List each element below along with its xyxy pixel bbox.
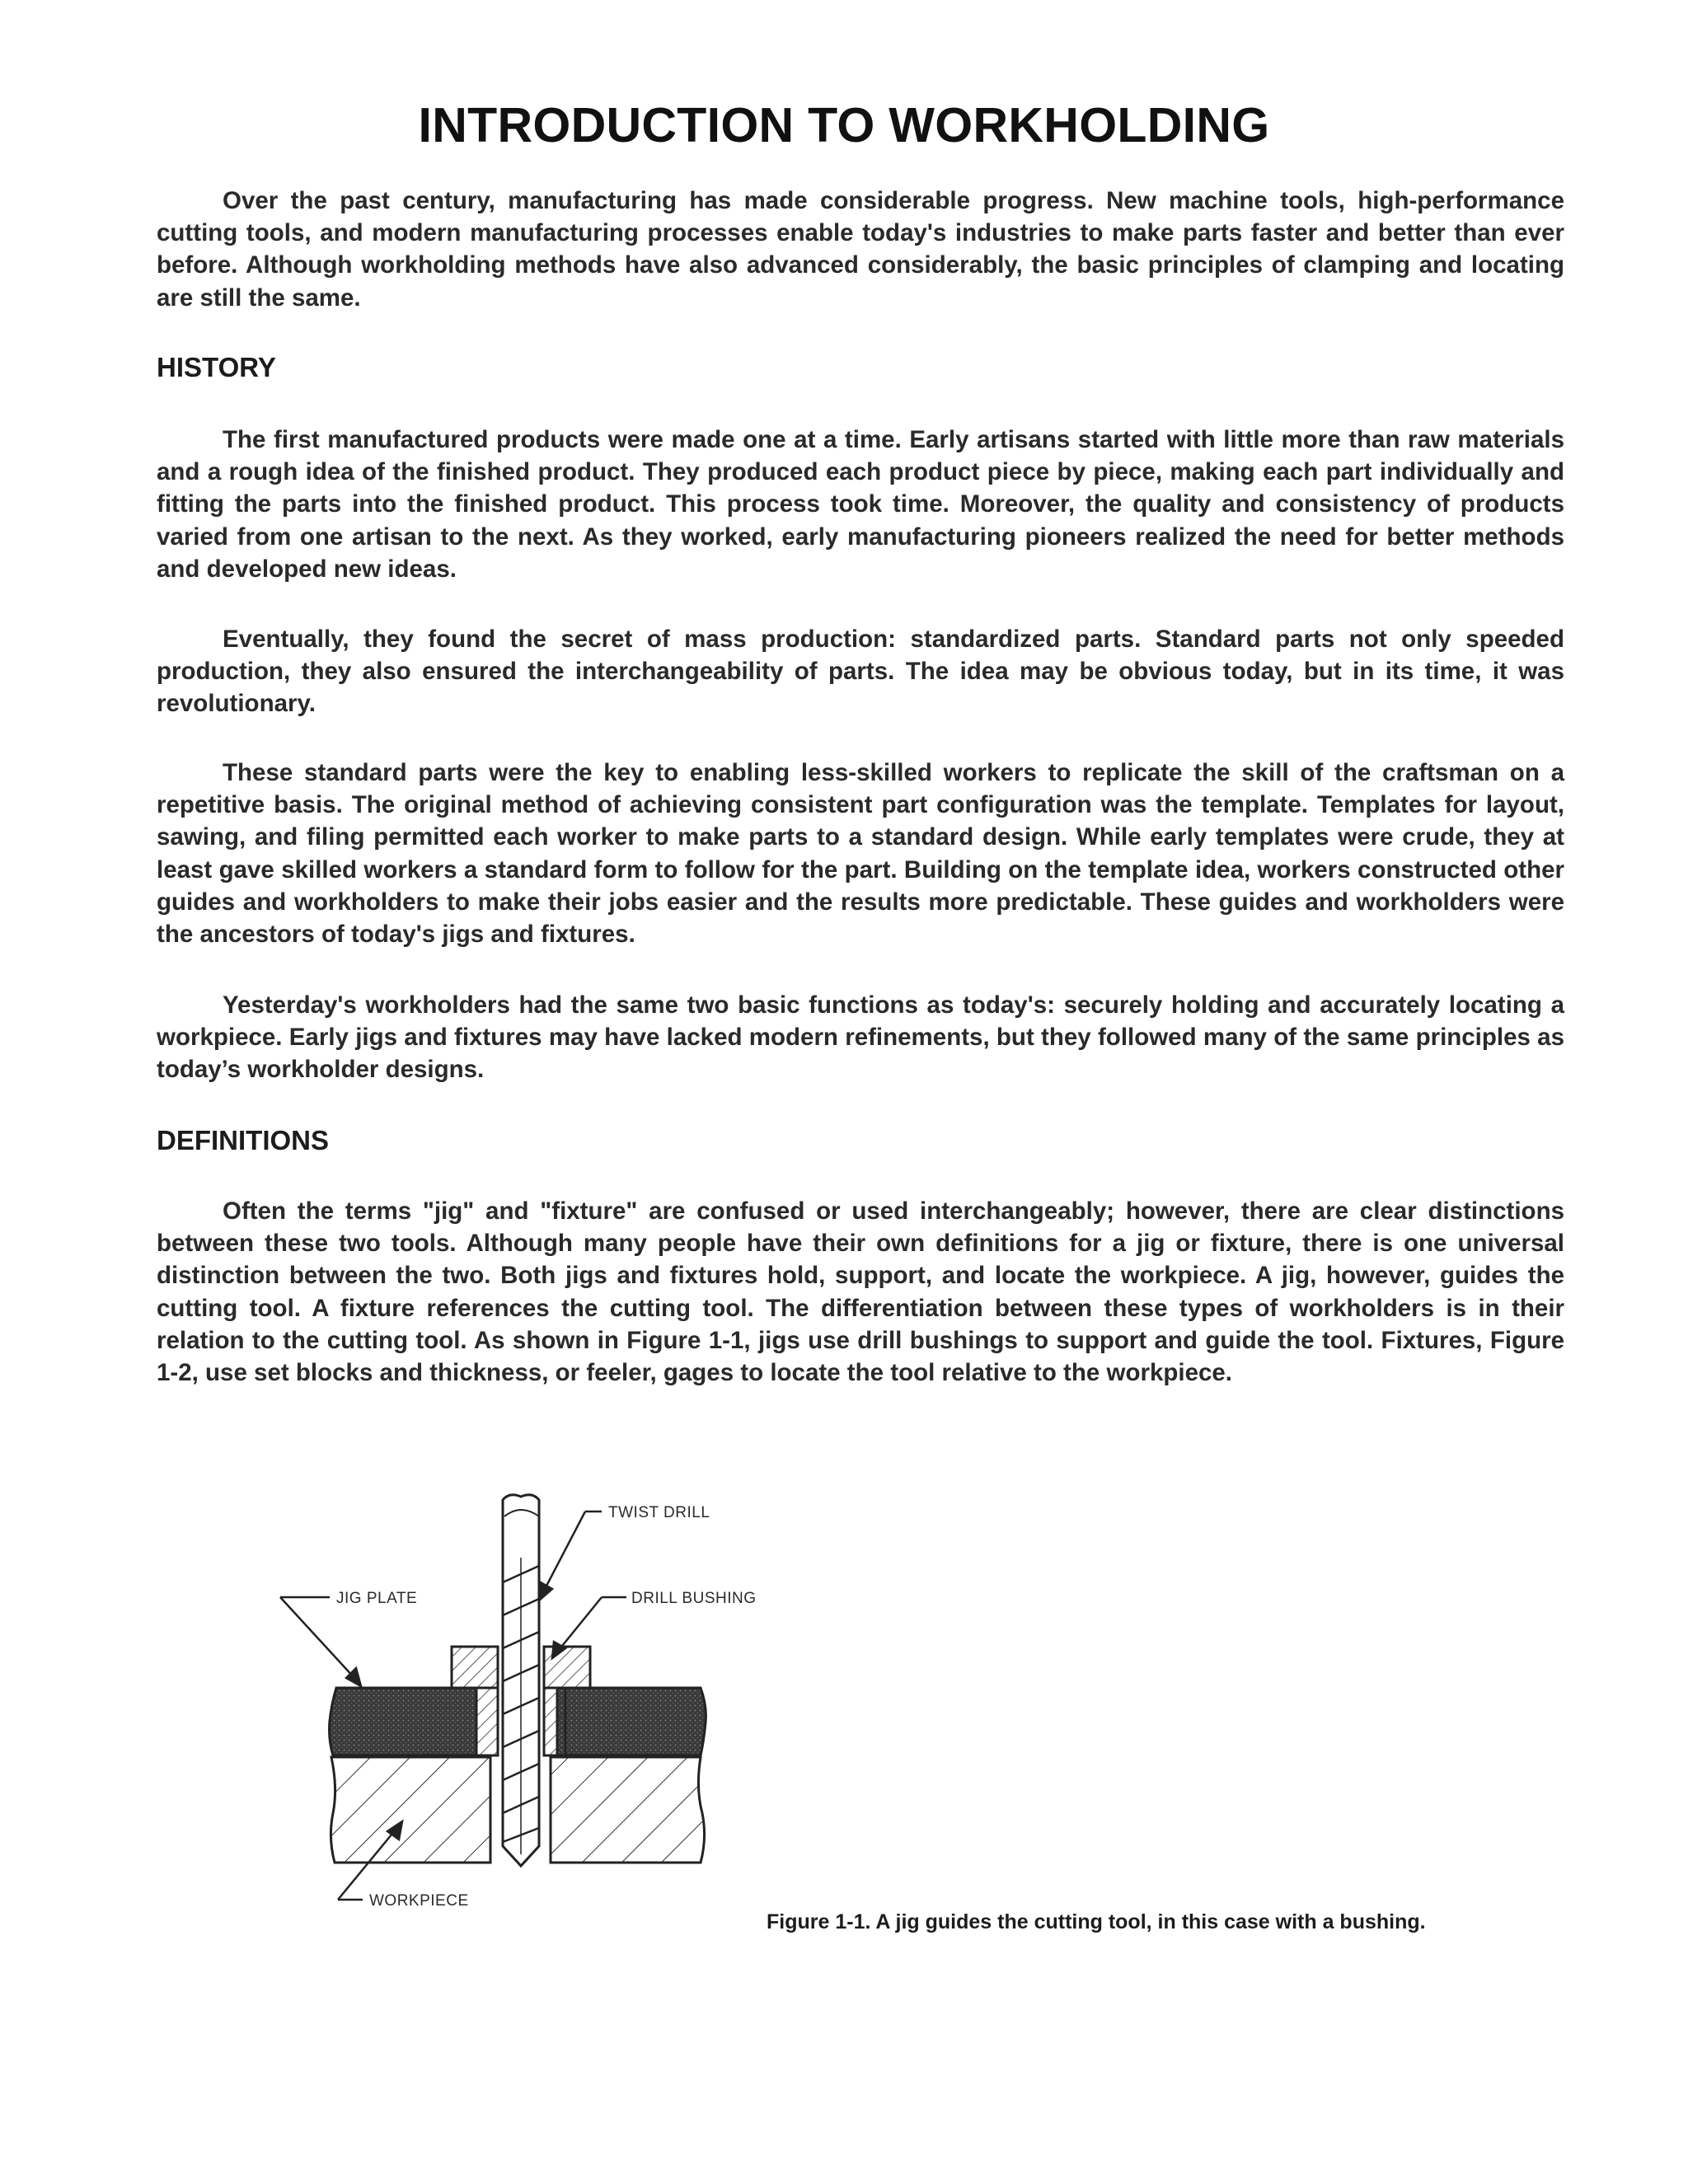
page-title: INTRODUCTION TO WORKHOLDING (418, 98, 1270, 152)
figure-caption: Figure 1-1. A jig guides the cutting tool, in this case with a bushing. (767, 1910, 1426, 1933)
jig-diagram-figure (264, 1467, 775, 1912)
label-twist-drill: TWIST DRILL (608, 1504, 710, 1521)
intro-paragraph: Over the past century, manufacturing has made considerable progress. New machine tools, high-performance cutting tools, and modern manufacturing processes enable today's industries to make parts faster and better than ever before. Although workholding methods have also advanced considerably, the basic principles of clamping and locating are still the same. (157, 187, 1564, 312)
twist-drill-part (503, 1495, 539, 1866)
history-paragraph-1: The first manufactured products were made one at a time. Early artisans started with little more than raw materials and a rough idea of the finished product. They produced each product piece by piece, making each part individually and fitting the parts into the finished product. This process took time. Moreover, the quality and consistency of products varied from one artisan to the next. As they worked, early manufacturing pioneers realized the need for better methods and developed new ideas. (157, 426, 1564, 583)
definitions-paragraph-1: Often the terms "jig" and "fixture" are confused or used interchangeably; however, there are clear distinctions between these two tools. Although many people have their own definitions for a jig or fixture, there is one universal distinction between the two. Both jigs and fixtures hold, support, and locate the workpiece. A jig, however, guides the cutting tool. A fixture references the cutting tool. The differentiation between these types of workholders is in their relation to the cutting tool. As shown in Figure 1-1, jigs use drill bushings to support and guide the tool. Fixtures, Figure 1-2, use set blocks and thickness, or feeler, gages to locate the tool relative to the workpiece. (157, 1197, 1564, 1387)
label-workpiece: WORKPIECE (369, 1892, 469, 1910)
section-heading-definitions: DEFINITIONS (157, 1125, 330, 1155)
label-drill-bushing: DRILL BUSHING (631, 1590, 757, 1607)
history-paragraph-3: These standard parts were the key to enabling less-skilled workers to replicate the skill of the craftsman on a repetitive basis. The original method of achieving consistent part configuration was the template. Templates for layout, sawing, and filing permitted each worker to make parts to a standard design. While early templates were crude, they at least gave skilled workers a standard form to follow for the part. Building on the template idea, workers constructed other guides and workholders to make their jobs easier and the results more predictable. These guides and workholders were the ancestors of today's jigs and fixtures. (157, 759, 1564, 949)
label-jig-plate: JIG PLATE (336, 1590, 418, 1607)
history-paragraph-4: Yesterday's workholders had the same two basic functions as today's: securely holding and accurately locating a workpiece. Early jigs and fixtures may have lacked modern refinements, but they followed many of the same principles as today’s workholder designs. (157, 991, 1564, 1084)
history-paragraph-2: Eventually, they found the secret of mass production: standardized parts. Standard parts not only speeded production, they also ensured the interchangeability of parts. The idea may be obvious today, but in its time, it was revolutionary. (157, 626, 1564, 718)
section-heading-history: HISTORY (157, 352, 276, 382)
